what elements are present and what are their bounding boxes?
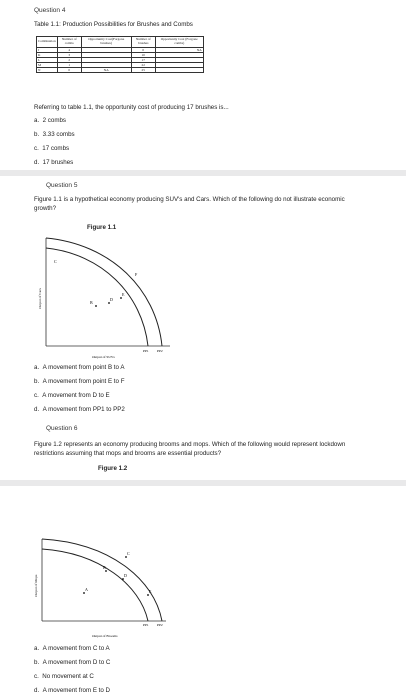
pp2-label: PP2 bbox=[157, 349, 163, 353]
point-d-label: D bbox=[110, 297, 113, 302]
point-c bbox=[125, 556, 127, 558]
point-d-label: D bbox=[124, 573, 127, 578]
table-cell: 22 bbox=[131, 63, 155, 68]
point-b bbox=[105, 570, 107, 572]
point-e-label: E bbox=[149, 589, 152, 594]
option-b[interactable]: b. A movement from point E to F bbox=[34, 378, 125, 385]
table-cell: NA bbox=[81, 68, 131, 73]
production-possibilities-table bbox=[36, 36, 204, 73]
table-cell: 1 bbox=[57, 63, 81, 68]
section-divider bbox=[0, 480, 406, 486]
table-header-cell: Opportunity Cost(Forgone brushes) bbox=[81, 37, 131, 48]
table-cell: J bbox=[37, 48, 58, 53]
question-5-text-line1: Figure 1.1 is a hypothetical economy producing SUV's and Cars. Which of the following do not illustrate economic bbox=[34, 196, 345, 203]
point-b-label: B bbox=[103, 565, 106, 570]
option-a[interactable]: a. A movement from point B to A bbox=[34, 364, 125, 371]
point-e bbox=[147, 594, 149, 596]
x-axis-label: Output of Brooms bbox=[92, 634, 118, 638]
question-6-text-line1: Figure 1.2 represents an economy producing brooms and mops. Which of the following would represent lockdown bbox=[34, 441, 346, 448]
table-cell: L bbox=[37, 58, 58, 63]
table-header-cell: Number of combs bbox=[57, 37, 81, 48]
table-cell: 2 bbox=[57, 58, 81, 63]
point-a-label: A bbox=[85, 587, 88, 592]
question-5-text-line2: growth? bbox=[34, 205, 57, 212]
question-4-text: Referring to table 1.1, the opportunity cost of producing 17 brushes is... bbox=[34, 104, 229, 111]
point-c-label: C bbox=[127, 551, 130, 556]
table-caption: Table 1.1: Production Possibilities for Brushes and Combs bbox=[34, 21, 193, 28]
table-cell: 0 bbox=[131, 48, 155, 53]
option-b[interactable]: b. A movement from D to C bbox=[34, 659, 111, 666]
option-c[interactable]: c. No movement at C bbox=[34, 673, 94, 680]
table-cell: N bbox=[37, 68, 58, 73]
option-b[interactable]: b. 3.33 combs bbox=[34, 131, 75, 138]
point-c-label: C bbox=[54, 259, 57, 264]
table-cell: 17 bbox=[131, 58, 155, 63]
option-a[interactable]: a. 2 combs bbox=[34, 117, 67, 124]
figure-1-2-graph bbox=[30, 535, 180, 642]
figure-1-1-title: Figure 1.1 bbox=[87, 224, 117, 231]
option-a[interactable]: a. A movement from C to A bbox=[34, 645, 110, 652]
table-row bbox=[37, 68, 204, 73]
table-cell: 4 bbox=[57, 48, 81, 53]
table-cell: M bbox=[37, 63, 58, 68]
question-6-text-line2: restrictions assuming that mops and brooms are essential products? bbox=[34, 450, 222, 457]
point-b bbox=[95, 305, 97, 307]
table-cell bbox=[155, 68, 203, 73]
table-header-cell: Opportunity Cost (Forgone combs) bbox=[155, 37, 203, 48]
figure-1-2-title: Figure 1.2 bbox=[98, 465, 128, 472]
pp1-curve bbox=[42, 549, 148, 621]
pp1-curve bbox=[46, 248, 148, 346]
y-axis-label: Output of Mops bbox=[34, 574, 38, 597]
point-a bbox=[83, 592, 85, 594]
option-d[interactable]: d. A movement from E to D bbox=[34, 687, 111, 694]
point-d bbox=[122, 578, 124, 580]
point-d bbox=[108, 302, 110, 304]
option-c[interactable]: c. A movement from D to E bbox=[34, 392, 110, 399]
option-c[interactable]: c. 17 combs bbox=[34, 145, 70, 152]
question-4-title: Question 4 bbox=[34, 7, 66, 14]
option-d[interactable]: d. A movement from PP1 to PP2 bbox=[34, 406, 125, 413]
table-cell: NA bbox=[155, 48, 203, 53]
table-header-cell: Number of brushes bbox=[131, 37, 155, 48]
point-e bbox=[120, 297, 122, 299]
pp1-label: PP1 bbox=[143, 349, 149, 353]
table-cell: 10 bbox=[131, 53, 155, 58]
question-5-title: Question 5 bbox=[46, 182, 78, 189]
point-f-label: F bbox=[135, 272, 138, 277]
figure-1-1-graph bbox=[30, 234, 180, 359]
x-axis-label: Output of SUVs bbox=[92, 355, 115, 359]
table-cell: 3 bbox=[57, 53, 81, 58]
table-header-cell: Combination bbox=[37, 37, 58, 48]
section-divider bbox=[0, 170, 406, 176]
table-cell: K bbox=[37, 53, 58, 58]
pp2-label: PP2 bbox=[157, 623, 163, 627]
pp1-label: PP1 bbox=[143, 623, 149, 627]
table-cell: 25 bbox=[131, 68, 155, 73]
table-cell: 0 bbox=[57, 68, 81, 73]
question-6-title: Question 6 bbox=[46, 425, 78, 432]
y-axis-label: Output of Cars bbox=[38, 288, 42, 309]
point-e-label: E bbox=[122, 292, 125, 297]
option-d[interactable]: d. 17 brushes bbox=[34, 159, 74, 166]
point-b-label: B bbox=[90, 300, 93, 305]
